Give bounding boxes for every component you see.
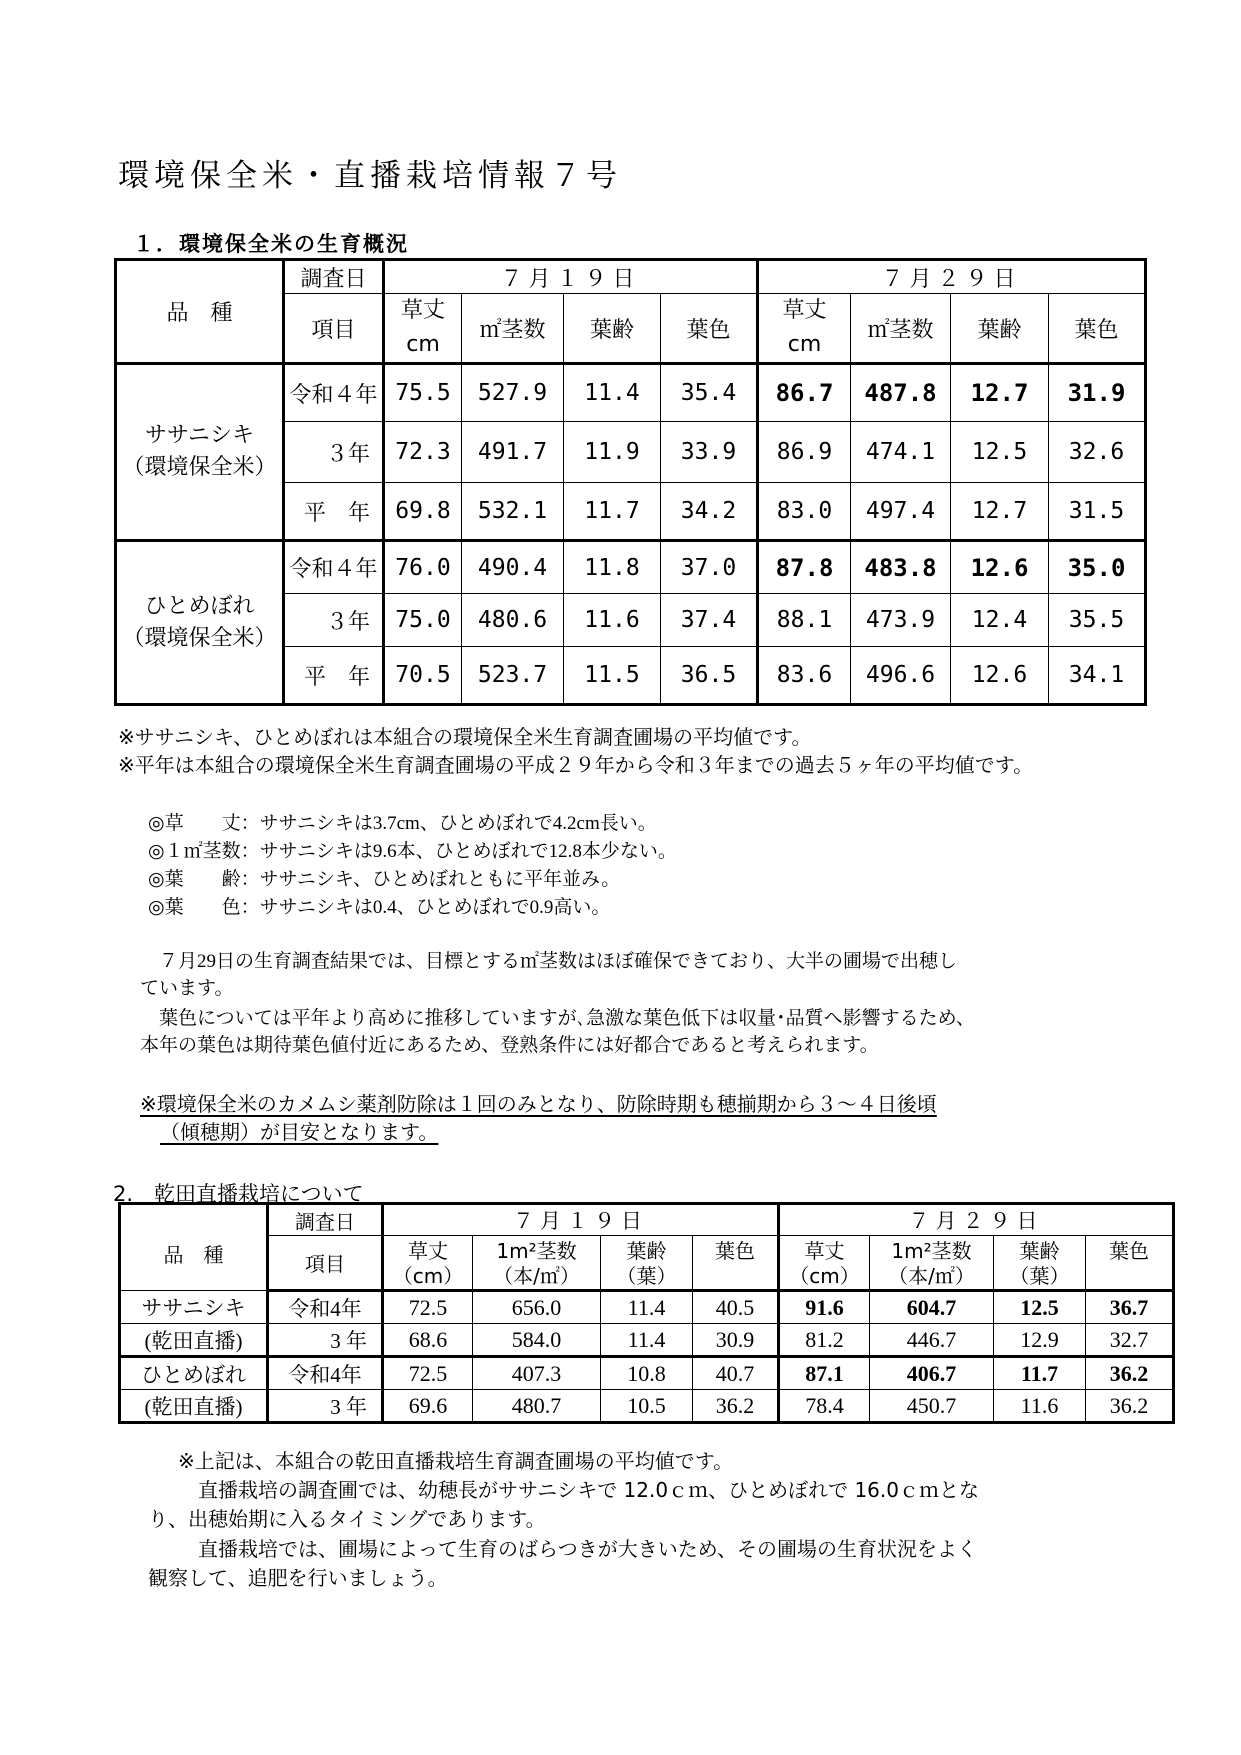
value-cell: 11.5 xyxy=(564,647,661,705)
value-cell: 474.1 xyxy=(851,422,951,483)
paragraph: 直播栽培の調査圃では、幼穂長がササニシキで 12.0ｃｍ、ひとめぼれで 16.0ｃｍとな xyxy=(198,1478,979,1502)
value-cell: 35.0 xyxy=(1049,541,1146,594)
item-header: 項目 xyxy=(268,1236,383,1291)
variety-header: 品 種 xyxy=(116,260,284,364)
col-header-leaf-color: 葉色 xyxy=(1086,1236,1174,1291)
table1-note: ※ササニシキ、ひとめぼれは本組合の環境保全米生育調査圃場の平均値です。 xyxy=(118,725,812,749)
value-cell: 36.2 xyxy=(1086,1357,1174,1390)
growth-table-2 xyxy=(118,1202,1175,1424)
variety-sub: (乾田直播) xyxy=(120,1324,268,1357)
value-cell: 91.6 xyxy=(779,1291,870,1324)
value-cell: 83.0 xyxy=(758,483,851,541)
paragraph: り、出穂始期に入るタイミングであります。 xyxy=(148,1507,546,1531)
value-cell: 584.0 xyxy=(473,1324,601,1357)
value-cell: 70.5 xyxy=(384,647,462,705)
value-cell: 72.5 xyxy=(383,1357,473,1390)
value-cell: 40.5 xyxy=(693,1291,779,1324)
page-title: 環境保全米・直播栽培情報７号 xyxy=(118,158,622,194)
value-cell: 83.6 xyxy=(758,647,851,705)
stinkbug-warning: ※環境保全米のカメムシ薬剤防除は１回のみとなり、防除時期も穂揃期から３～４日後頃 xyxy=(140,1092,937,1116)
col-header-stems: 1m²茎数 （本/㎡） xyxy=(473,1236,601,1291)
value-cell: 11.8 xyxy=(564,541,661,594)
paragraph: ています。 xyxy=(140,978,234,999)
value-cell: 86.9 xyxy=(758,422,851,483)
value-cell: 11.6 xyxy=(564,594,661,647)
item-header: 項目 xyxy=(284,294,384,364)
table1-note: ※平年は本組合の環境保全米生育調査圃場の平成２９年から令和３年までの過去５ヶ年の平均値です。 xyxy=(118,753,1034,777)
value-cell: 72.5 xyxy=(383,1291,473,1324)
variety-header: 品 種 xyxy=(120,1204,268,1291)
year-cell: 令和４年 xyxy=(284,364,384,422)
value-cell: 527.9 xyxy=(462,364,564,422)
value-cell: 37.0 xyxy=(661,541,758,594)
summary-bullet: ◎葉 齢：ササニシキ、ひとめぼれともに平年並み。 xyxy=(148,869,621,890)
value-cell: 11.7 xyxy=(994,1357,1086,1390)
value-cell: 12.5 xyxy=(951,422,1049,483)
value-cell: 12.4 xyxy=(951,594,1049,647)
col-header-leaf-color: 葉色 xyxy=(1049,294,1146,364)
value-cell: 31.5 xyxy=(1049,483,1146,541)
col-header-leaf-age: 葉齢 xyxy=(564,294,661,364)
value-cell: 35.5 xyxy=(1049,594,1146,647)
value-cell: 68.6 xyxy=(383,1324,473,1357)
year-cell: 令和４年 xyxy=(284,541,384,594)
col-header-height: 草丈 cm xyxy=(758,294,851,364)
stinkbug-warning: （傾穂期）が目安となります。 xyxy=(160,1120,439,1144)
value-cell: 11.7 xyxy=(564,483,661,541)
value-cell: 36.2 xyxy=(693,1390,779,1423)
value-cell: 11.4 xyxy=(601,1291,693,1324)
date2-header: ７月２９日 xyxy=(779,1204,1174,1236)
value-cell: 81.2 xyxy=(779,1324,870,1357)
col-header-stems: ㎡茎数 xyxy=(851,294,951,364)
year-cell: 令和4年 xyxy=(268,1357,383,1390)
value-cell: 75.5 xyxy=(384,364,462,422)
value-cell: 37.4 xyxy=(661,594,758,647)
survey-date-header: 調査日 xyxy=(268,1204,383,1236)
col-header-leaf-color: 葉色 xyxy=(693,1236,779,1291)
value-cell: 604.7 xyxy=(870,1291,994,1324)
col-header-stems: ㎡茎数 xyxy=(462,294,564,364)
value-cell: 11.6 xyxy=(994,1390,1086,1423)
summary-bullet: ◎１㎡茎数：ササニシキは9.6本、ひとめぼれで12.8本少ない。 xyxy=(148,841,677,862)
year-cell: 3 年 xyxy=(268,1390,383,1423)
value-cell: 480.6 xyxy=(462,594,564,647)
value-cell: 87.1 xyxy=(779,1357,870,1390)
value-cell: 12.6 xyxy=(951,647,1049,705)
value-cell: 480.7 xyxy=(473,1390,601,1423)
date1-header: ７月１９日 xyxy=(383,1204,779,1236)
value-cell: 491.7 xyxy=(462,422,564,483)
value-cell: 11.4 xyxy=(601,1324,693,1357)
year-cell: 平 年 xyxy=(284,483,384,541)
value-cell: 69.6 xyxy=(383,1390,473,1423)
value-cell: 36.5 xyxy=(661,647,758,705)
value-cell: 12.7 xyxy=(951,483,1049,541)
value-cell: 523.7 xyxy=(462,647,564,705)
year-cell: 平 年 xyxy=(284,647,384,705)
paragraph: 直播栽培では、圃場によって生育のばらつきが大きいため、その圃場の生育状況をよく xyxy=(198,1537,977,1561)
value-cell: 496.6 xyxy=(851,647,951,705)
value-cell: 32.7 xyxy=(1086,1324,1174,1357)
col-header-leaf-age: 葉齢 （葉） xyxy=(601,1236,693,1291)
variety-cell: ひとめぼれ xyxy=(120,1357,268,1390)
variety-cell: ひとめぼれ （環境保全米） xyxy=(116,541,284,705)
paragraph: 本年の葉色は期待葉色値付近にあるため、登熟条件には好都合であると考えられます。 xyxy=(140,1035,879,1056)
col-header-leaf-color: 葉色 xyxy=(661,294,758,364)
variety-cell: ササニシキ xyxy=(120,1291,268,1324)
value-cell: 36.7 xyxy=(1086,1291,1174,1324)
col-header-height: 草丈 cm xyxy=(384,294,462,364)
value-cell: 40.7 xyxy=(693,1357,779,1390)
year-cell: ３年 xyxy=(284,594,384,647)
value-cell: 88.1 xyxy=(758,594,851,647)
value-cell: 35.4 xyxy=(661,364,758,422)
paragraph: ７月29日の生育調査結果では、目標とする㎡茎数はほぼ確保できており、大半の圃場で出穂し xyxy=(140,951,958,972)
value-cell: 75.0 xyxy=(384,594,462,647)
summary-bullet: ◎葉 色：ササニシキは0.4、ひとめぼれで0.9高い。 xyxy=(148,897,611,918)
variety-sub: (乾田直播) xyxy=(120,1390,268,1423)
value-cell: 10.8 xyxy=(601,1357,693,1390)
value-cell: 78.4 xyxy=(779,1390,870,1423)
value-cell: 11.4 xyxy=(564,364,661,422)
value-cell: 86.7 xyxy=(758,364,851,422)
value-cell: 483.8 xyxy=(851,541,951,594)
value-cell: 487.8 xyxy=(851,364,951,422)
year-cell: 3 年 xyxy=(268,1324,383,1357)
value-cell: 532.1 xyxy=(462,483,564,541)
value-cell: 87.8 xyxy=(758,541,851,594)
section2-heading: 2. 乾田直播栽培について xyxy=(113,1182,364,1206)
paragraph: 観察して、追肥を行いましょう。 xyxy=(148,1566,448,1590)
value-cell: 33.9 xyxy=(661,422,758,483)
survey-date-header: 調査日 xyxy=(284,260,384,294)
col-header-height: 草丈 （cm） xyxy=(383,1236,473,1291)
value-cell: 36.2 xyxy=(1086,1390,1174,1423)
value-cell: 473.9 xyxy=(851,594,951,647)
value-cell: 497.4 xyxy=(851,483,951,541)
col-header-height: 草丈 （cm） xyxy=(779,1236,870,1291)
value-cell: 32.6 xyxy=(1049,422,1146,483)
value-cell: 12.5 xyxy=(994,1291,1086,1324)
paragraph: 葉色については平年より高めに推移していますが､急激な葉色低下は収量･品質へ影響するため、 xyxy=(140,1008,975,1029)
growth-table-1 xyxy=(114,258,1147,706)
date1-header: ７月１９日 xyxy=(384,260,758,294)
value-cell: 76.0 xyxy=(384,541,462,594)
year-cell: 令和4年 xyxy=(268,1291,383,1324)
variety-cell: ササニシキ （環境保全米） xyxy=(116,364,284,541)
col-header-leaf-age: 葉齢 （葉） xyxy=(994,1236,1086,1291)
value-cell: 72.3 xyxy=(384,422,462,483)
year-cell: ３年 xyxy=(284,422,384,483)
date2-header: ７月２９日 xyxy=(758,260,1146,294)
section1-heading: １．環境保全米の生育概況 xyxy=(133,232,409,256)
value-cell: 30.9 xyxy=(693,1324,779,1357)
value-cell: 12.9 xyxy=(994,1324,1086,1357)
value-cell: 490.4 xyxy=(462,541,564,594)
col-header-leaf-age: 葉齢 xyxy=(951,294,1049,364)
value-cell: 10.5 xyxy=(601,1390,693,1423)
value-cell: 12.7 xyxy=(951,364,1049,422)
value-cell: 11.9 xyxy=(564,422,661,483)
value-cell: 69.8 xyxy=(384,483,462,541)
value-cell: 446.7 xyxy=(870,1324,994,1357)
table2-note: ※上記は、本組合の乾田直播栽培生育調査圃場の平均値です。 xyxy=(178,1449,734,1473)
summary-bullet: ◎草 丈：ササニシキは3.7cm、ひとめぼれで4.2cm長い。 xyxy=(148,813,657,834)
value-cell: 406.7 xyxy=(870,1357,994,1390)
col-header-stems: 1m²茎数 （本/㎡） xyxy=(870,1236,994,1291)
value-cell: 407.3 xyxy=(473,1357,601,1390)
value-cell: 656.0 xyxy=(473,1291,601,1324)
value-cell: 12.6 xyxy=(951,541,1049,594)
value-cell: 34.2 xyxy=(661,483,758,541)
value-cell: 450.7 xyxy=(870,1390,994,1423)
value-cell: 31.9 xyxy=(1049,364,1146,422)
value-cell: 34.1 xyxy=(1049,647,1146,705)
